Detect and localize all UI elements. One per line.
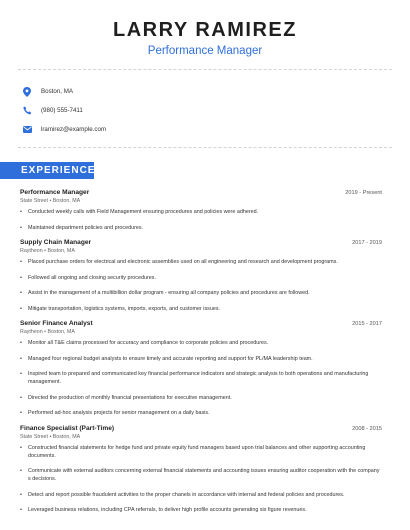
bullet-item: • Assist in the management of a multibillion dollar program - ensuring all company policies and procedures are followed.: [20, 289, 382, 297]
job-entry: [20, 320, 382, 417]
bullet-item: • Directed the production of monthly financial presentations for executive management.: [20, 394, 382, 402]
bullet-item: • Followed all ongoing and closing security procedures.: [20, 274, 382, 282]
candidate-title: Performance Manager: [147, 45, 263, 57]
bullet-item: • Inspired team to prepared and communicated key financial performance indicators and strategic analysis to both operations and manufacturing management.: [20, 370, 382, 386]
job-title: Senior Finance Analyst: [20, 320, 93, 327]
bullet-item: • Detect and report possible fraudulent activities to the proper chanels in accordance with internal and federal policies and procedures.: [20, 491, 382, 499]
job-title: Supply Chain Manager: [20, 239, 92, 246]
job-entry: [20, 189, 382, 232]
bullet-item: • Placed purchase orders for electrical and electronic assemblies used on all engineering and research and development programs.: [20, 258, 382, 266]
divider: [18, 69, 392, 70]
bullet-item: • Leveraged business relations, including CPA referrals, to deliver high profile accounts generating six figure revenues.: [20, 506, 382, 514]
contact-email: [22, 120, 106, 139]
contact-list: [22, 82, 106, 139]
contact-phone: [22, 101, 106, 120]
job-bullets: [20, 339, 382, 417]
resume-header: [0, 0, 410, 58]
job-company: Raytheon • Boston, MA: [20, 248, 75, 254]
job-dates: 2008 - 2015: [352, 425, 382, 432]
bullet-item: • Maintained department policies and procedures.: [20, 224, 382, 232]
experience-heading: EXPERIENCE: [0, 162, 94, 179]
job-bullets: [20, 444, 382, 515]
bullet-item: • Monitor all T&E claims processed for accuracy and compliance to corporate policies and procedures.: [20, 339, 382, 347]
candidate-name: LARRY RAMIREZ: [113, 19, 297, 41]
job-entry: [20, 425, 382, 515]
job-entry: [20, 239, 382, 313]
bullet-item: • Communicate with external auditors concerning external financial statements and accounting issues ensuring auditor cooperation with the company s decisions.: [20, 467, 382, 483]
job-dates: 2017 - 2019: [352, 240, 382, 246]
bullet-item: • Managed four regional budget analysts to ensure timely and accurate reporting and support for PL/MA leadership team.: [20, 355, 382, 363]
job-company: State Street • Boston, MA: [20, 198, 81, 204]
experience-section: [20, 189, 382, 522]
job-company: State Street • Boston, MA: [20, 433, 81, 440]
email-text[interactable]: lramirez@example.com: [41, 126, 107, 133]
bullet-item: • Conducted weekly calls with Field Management ensuring procedures and policies were adhered.: [20, 208, 382, 216]
job-bullets: [20, 208, 382, 232]
phone-text: (980) 555-7411: [41, 107, 83, 114]
job-company: Raytheon • Boston, MA: [20, 329, 75, 335]
bullet-item: • Performed ad-hoc analysis projects for senior management on a daily basis.: [20, 409, 382, 417]
email-icon: [22, 125, 32, 135]
location-text: Boston, MA: [41, 88, 73, 95]
divider: [18, 147, 392, 148]
location-pin-icon: [22, 87, 32, 97]
job-dates: 2015 - 2017: [352, 321, 382, 327]
bullet-item: • Mitigate transportation, logistics systems, imports, exports, and customer issues.: [20, 305, 382, 313]
contact-location: [22, 82, 106, 101]
job-title: Finance Specialist (Part-Time): [20, 424, 115, 432]
job-dates: 2019 - Present: [345, 190, 382, 196]
job-bullets: [20, 258, 382, 313]
phone-icon: [22, 106, 32, 116]
job-title: Performance Manager: [20, 189, 90, 196]
bullet-item: • Constructed financial statements for hedge fund and private equity fund managers based upon trial balances and other supporting accounting documents.: [20, 444, 382, 460]
